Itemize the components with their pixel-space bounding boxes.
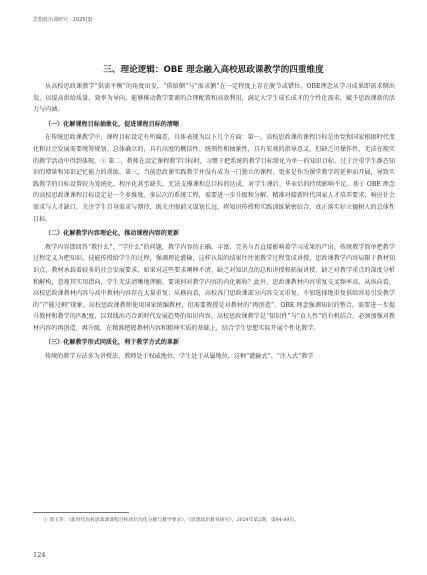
page-number: 124 xyxy=(33,551,46,559)
subheading-1: （一）化解课程目标抽象化，促进课程目标的清晰 xyxy=(45,120,180,128)
subheading-2: （二）化解教学内容理论化，推动课程内容的更新 xyxy=(45,230,180,238)
article-body xyxy=(33,81,395,363)
footnote: ① 郭玉华：《新时代高校思政课课程目标的层次化分解与教学要求》，《思想政治教育研究》，2024年第2期，第84-89页。 xyxy=(43,518,300,523)
subheading-3: （三）化解教学形式同质化，利于教学方式的革新 xyxy=(45,339,180,347)
paragraph-intro: 从高校思政课教学“供需平衡”的角度出发，“供给侧”与“需求侧”在一定程度上存在脱节或错位。OBE理念从学习成果即需求侧出发，以提高供给质量、效率为导向，能够推动教学要素的合理配置和高效利用，满足大学生成长成才的个性化需求，赋予思政课新的活力与内涵。 xyxy=(33,83,395,114)
section-title: 三、理论逻辑：OBE 理念融入高校思政课教学的四重维度 xyxy=(103,65,324,75)
paragraph-2: 教学内容即回答“教什么”、“学什么”的问题，教学内容的正确、丰富、完善与否直接影响着学习成果的产出。传统教学简单把教学过程定义为把知识、技能传授给学生的过程，强调理论灌输，这样认知的结果往往使教学过程变成讲授，思政课教学内容局限于教材知识点，教材承载着较多的社会发展要求，如果对这些要求阐释不清，缺乏对知识点的总和讲授和拓展讲授，缺乏对教学重点的深度分析和解构，忽视其实用指向，学生无法清晰地理解，要谈何对教学内容的内化吸收？此外，思政课教材内容重复交叉频率高，从纵向看，高校思政课教材内容与高中教材内容存在大量重复；从横向看，高校各门思政课部分内容交叉重复。不加选择地重复供给容易引发教学的“产能过剩”现象。高校思政课教师使用国家统编教材，但需要教授是对教材的“再创造”。OBE 理念强调知识的整合，需要进一步提升教材和教学的匹配度，以双线出巧合新时代发展趋势的知识内容。高校思政课教学是“知识性”与“育人性”的有机结合，必须加强对教材内容的再创造、再升级，在精准把握教材内容和精神实质的基础上，结合学生思想实际开展个性化教学。 xyxy=(33,243,395,332)
paragraph-1: 在传统思政课教学中，课程目标设定有所偏差，具体表现为以下几个方面：第一，高校思政课的课程目标是由党和国家根据时代变化和社会发展需要统筹规划、总体确立的，具有高度的概括性、统领性和抽象性，具有宏观的指导意义，但缺乏可操作性，无法在现实的教学活动中得到体现。① 第二，教师在设定课程教学目标时，习惯于把系统的教学目标简化为单一的知识目标，过于注重学生静态知识的增量和知识记忆能力的训练。第三，当前思政课实践教学并没有成为一门独立的课程，更多是作为课堂教学的延伸而开展，导致实践教学的目标设置较为笼统化、程序化甚至缺失，无法支撑课程总目标的达成，对学生课后、毕业后的持续影响不足。基于 OBE 理念的高校思政课课程目标设定是一个多维度、多层次的系统工程，需要进一步升级和分解，精准对接新时代国家人才培养要求，响应社会需求与人才缺口，关注学生自身需求与期待，既关注眼前又谋划长远，将知识传授和实践训练紧密结合，真正落实好立德树人的总体性目标。 xyxy=(33,134,395,223)
footnote-divider xyxy=(33,512,129,513)
running-header: 思想政治课研究 · 2025(3) xyxy=(33,17,93,23)
paragraph-3: 传统的教学方法多为讲授法，教师处于权威地位，学生处于从属地位，这种“灌输式”、“注入式”教学 xyxy=(45,353,314,361)
